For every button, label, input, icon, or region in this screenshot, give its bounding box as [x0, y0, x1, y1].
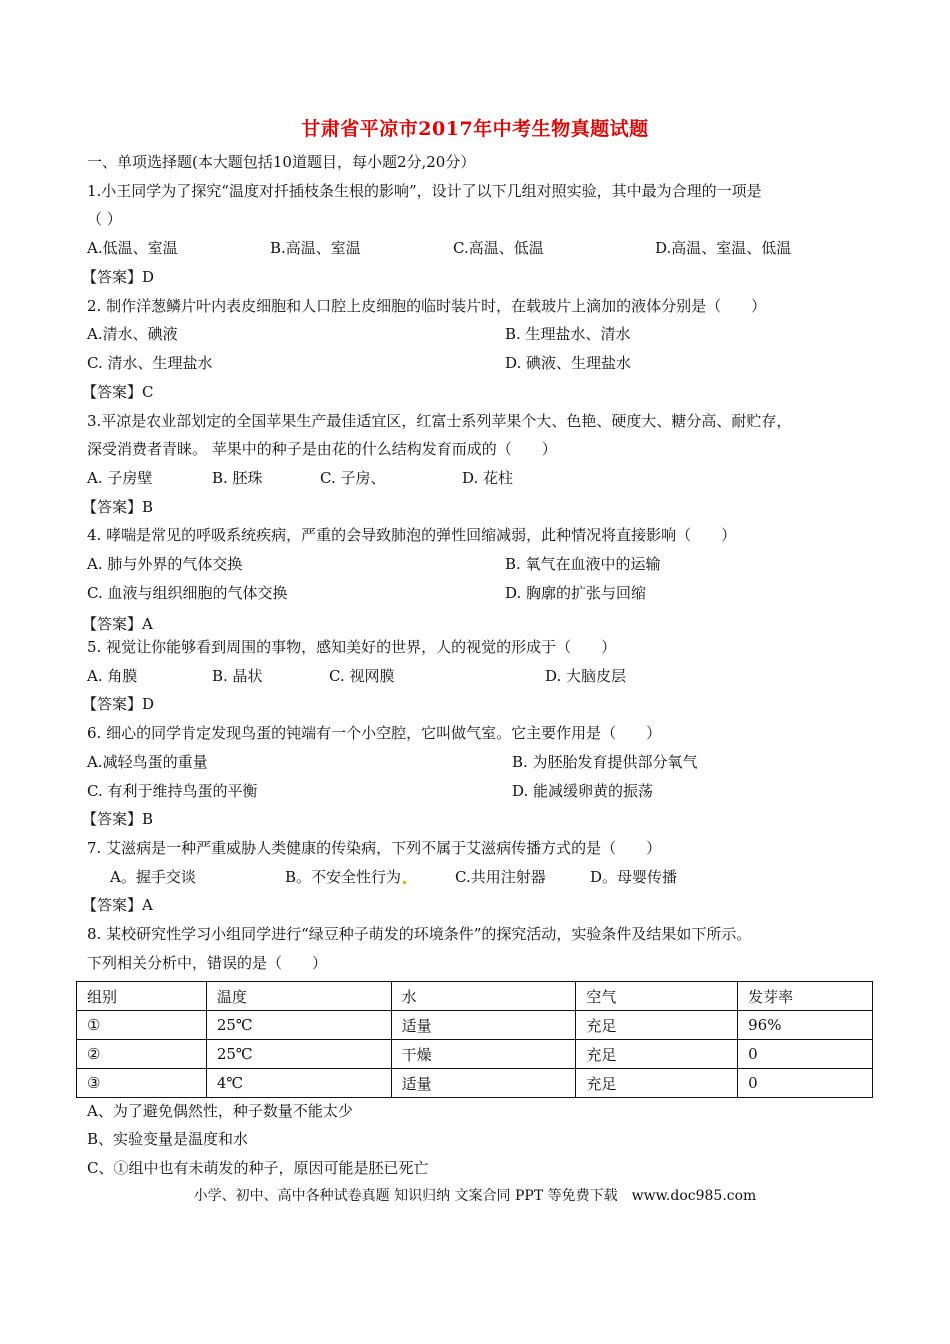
table-row: [77, 1040, 873, 1069]
q4-answer: 【答案】A: [82, 615, 153, 633]
q5-option-a: A. 角膜: [87, 667, 138, 685]
q7-answer: 【答案】A: [82, 896, 153, 914]
q6-option-d: D. 能减缓卵黄的振荡: [512, 782, 654, 800]
q3-option-c: C. 子房、: [320, 469, 386, 487]
q2-stem: 2. 制作洋葱鳞片叶内表皮细胞和人口腔上皮细胞的临时装片时，在载玻片上滴加的液体分别是（ ）: [87, 297, 767, 315]
table-cell: ②: [77, 1040, 207, 1069]
q8-stem-cont: 下列相关分析中，错误的是（ ）: [87, 954, 328, 972]
q7-option-c: C.共用注射器: [455, 868, 546, 886]
q6-option-a: A.减轻鸟蛋的重量: [87, 753, 208, 771]
table-row: [77, 1069, 873, 1098]
q1-stem: 1.小王同学为了探究“温度对扦插枝条生根的影响”，设计了以下几组对照实验，其中最为合理的一项是: [87, 182, 762, 200]
q5-stem: 5. 视觉让你能够看到周围的事物，感知美好的世界，人的视觉的形成于（ ）: [87, 638, 617, 656]
q1-option-c: C.高温、低温: [453, 239, 544, 257]
q2-option-c: C. 清水、生理盐水: [87, 354, 213, 372]
q7-option-b: B。不安全性行为: [285, 868, 402, 886]
q1-option-a: A.低温、室温: [87, 239, 178, 257]
table-header-cell: 温度: [206, 982, 391, 1011]
q1-option-d: D.高温、室温、低温: [655, 239, 792, 257]
q6-option-c: C. 有利于维持鸟蛋的平衡: [87, 782, 258, 800]
q1-answer: 【答案】D: [82, 268, 155, 286]
q3-option-d: D. 花柱: [462, 469, 514, 487]
table-cell: ③: [77, 1069, 207, 1098]
table-cell: 充足: [576, 1011, 738, 1040]
experiment-table: [76, 981, 873, 1098]
q7-option-b-row: [285, 867, 412, 887]
q1-option-b: B.高温、室温: [270, 239, 361, 257]
table-cell: 充足: [576, 1040, 738, 1069]
stray-dot-mark: [403, 881, 406, 884]
table-header-cell: 水: [391, 982, 576, 1011]
q7-option-a: A。握手交谈: [110, 868, 196, 886]
q4-option-d: D. 胸廓的扩张与回缩: [505, 584, 647, 602]
q5-answer: 【答案】D: [82, 695, 155, 713]
table-cell: 4℃: [206, 1069, 391, 1098]
page-footer: 小学、初中、高中各种试卷真题 知识归纳 文案合同 PPT 等免费下载 www.doc985.com: [193, 1188, 757, 1204]
table-cell: ①: [77, 1011, 207, 1040]
q3-stem: 3.平凉是农业部划定的全国苹果生产最佳适宜区，红富士系列苹果个大、色艳、硬度大、糖分高、耐贮存，: [87, 412, 792, 430]
table-cell: 25℃: [206, 1040, 391, 1069]
q6-answer: 【答案】B: [82, 810, 154, 828]
q3-option-a: A. 子房壁: [87, 469, 153, 487]
q4-option-b: B. 氧气在血液中的运输: [505, 555, 661, 573]
q3-answer: 【答案】B: [82, 498, 154, 516]
q2-option-b: B. 生理盐水、清水: [505, 325, 631, 343]
q7-option-d: D。母婴传播: [590, 868, 678, 886]
q5-option-b: B. 晶状: [212, 667, 263, 685]
table-row: [77, 1011, 873, 1040]
q2-option-d: D. 碘液、生理盐水: [505, 354, 632, 372]
q1-stem-cont: （ ）: [87, 210, 122, 228]
q5-option-c: C. 视网膜: [329, 667, 395, 685]
table-cell: 0: [738, 1069, 873, 1098]
q8-option-a: A、为了避免偶然性，种子数量不能太少: [87, 1102, 353, 1120]
table-cell: 96%: [738, 1011, 873, 1040]
q4-option-c: C. 血液与组织细胞的气体交换: [87, 584, 288, 602]
q8-stem: 8. 某校研究性学习小组同学进行“绿豆种子萌发的环境条件”的探究活动，实验条件及结果如下所示。: [87, 925, 752, 943]
table-cell: 25℃: [206, 1011, 391, 1040]
table-cell: 充足: [576, 1069, 738, 1098]
q4-stem: 4. 哮喘是常见的呼吸系统疾病，严重的会导致肺泡的弹性回缩减弱，此种情况将直接影响（ ）: [87, 526, 737, 544]
q6-stem: 6. 细心的同学肯定发现鸟蛋的钝端有一个小空腔，它叫做气室。它主要作用是（ ）: [87, 724, 662, 742]
table-header-cell: 空气: [576, 982, 738, 1011]
table-cell: 0: [738, 1040, 873, 1069]
q3-option-b: B. 胚珠: [212, 469, 263, 487]
q2-answer: 【答案】C: [82, 383, 154, 401]
q8-option-c: C、①组中也有未萌发的种子，原因可能是胚已死亡: [87, 1159, 429, 1177]
table-header-cell: 组别: [77, 982, 207, 1011]
table-cell: 干燥: [391, 1040, 576, 1069]
table-header-row: [77, 982, 873, 1011]
section-heading: 一、单项选择题(本大题包括10道题目，每小题2分,20分）: [87, 153, 476, 171]
q4-option-a: A. 肺与外界的气体交换: [87, 555, 243, 573]
q5-option-d: D. 大脑皮层: [545, 667, 627, 685]
q7-stem: 7. 艾滋病是一种严重威胁人类健康的传染病，下列不属于艾滋病传播方式的是（ ）: [87, 839, 662, 857]
q3-stem-cont: 深受消费者青睐。 苹果中的种子是由花的什么结构发育而成的（ ）: [87, 440, 557, 458]
document-title: 甘肃省平凉市2017年中考生物真题试题: [301, 118, 649, 140]
q8-option-b: B、实验变量是温度和水: [87, 1130, 249, 1148]
q2-option-a: A.清水、碘液: [87, 325, 178, 343]
table-cell: 适量: [391, 1069, 576, 1098]
table-cell: 适量: [391, 1011, 576, 1040]
q6-option-b: B. 为胚胎发育提供部分氧气: [512, 753, 698, 771]
table-header-cell: 发芽率: [738, 982, 873, 1011]
